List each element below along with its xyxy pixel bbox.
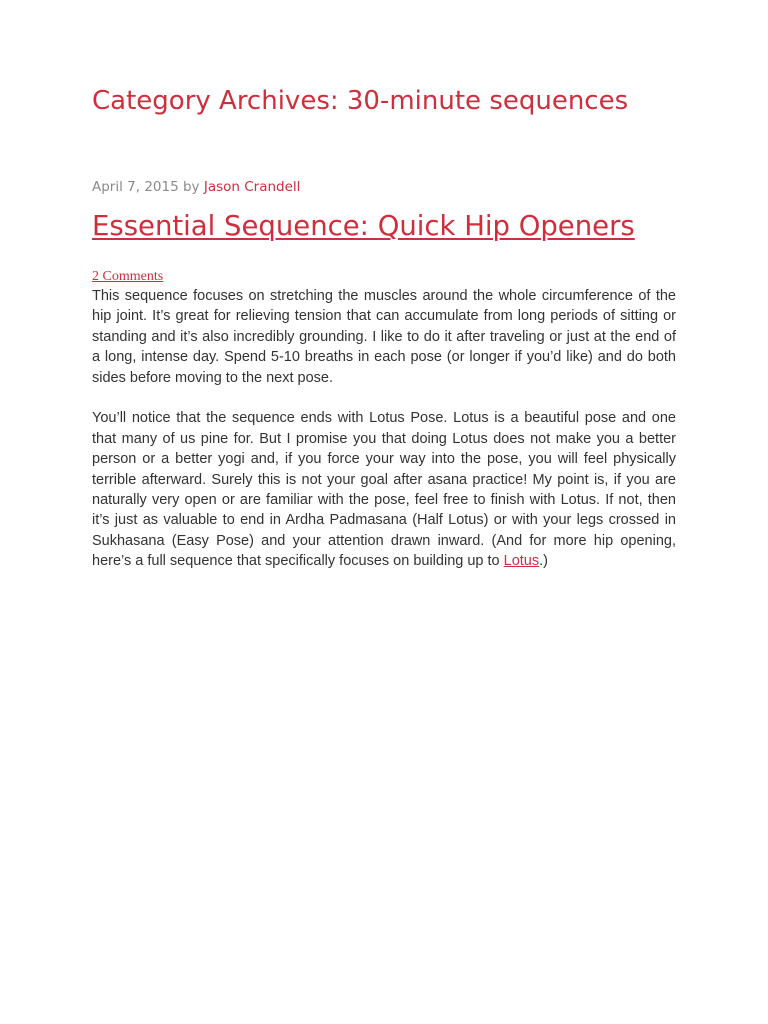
post-date[interactable]: April 7, 2015 [92, 179, 179, 195]
post-title-link[interactable]: Essential Sequence: Quick Hip Openers [92, 210, 635, 242]
archive-heading: Category Archives: 30-minute sequences [92, 86, 629, 116]
post-content [92, 286, 676, 592]
lotus-link[interactable]: Lotus [503, 553, 540, 570]
post-paragraph-2-text: You’ll notice that the sequence ends with Lotus Pose. Lotus is a beautiful pose and one that many of us pine for. But I promise you that doing Lotus does not make you a better person or a better yogi and, if you force your way into the pose, you will feel physically terrible afterward. Surely this is not your goal after asana practice! My point is, if you are naturally very open or are familiar with the pose, feel free to finish with Lotus. If not, then it’s just as valuable to end in Ardha Padmasana (Half Lotus) or with your legs crossed in Sukhasana (Easy Pose) and your attention drawn inward. (And for more hip opening, here’s a full sequence that specifically focuses on building up to [92, 410, 676, 570]
author-link[interactable]: Jason Crandell [203, 179, 301, 195]
post-paragraph-2 [92, 408, 676, 571]
post-meta [92, 178, 300, 196]
post-title [92, 208, 635, 244]
comments-link[interactable]: 2 Comments [92, 269, 164, 284]
post-paragraph-1: This sequence focuses on stretching the muscles around the whole circumference of the hip joint. It’s great for relieving tension that can accumulate from long periods of sitting or standing and it’s also incredibly grounding. I like to do it after traveling or just at the end of a long, intense day. Spend 5-10 breaths in each pose (or longer if you’d like) and do both sides before moving to the next pose. [92, 288, 676, 386]
post-by-label: by [182, 179, 200, 195]
post-paragraph-2-tail: .) [539, 553, 548, 570]
